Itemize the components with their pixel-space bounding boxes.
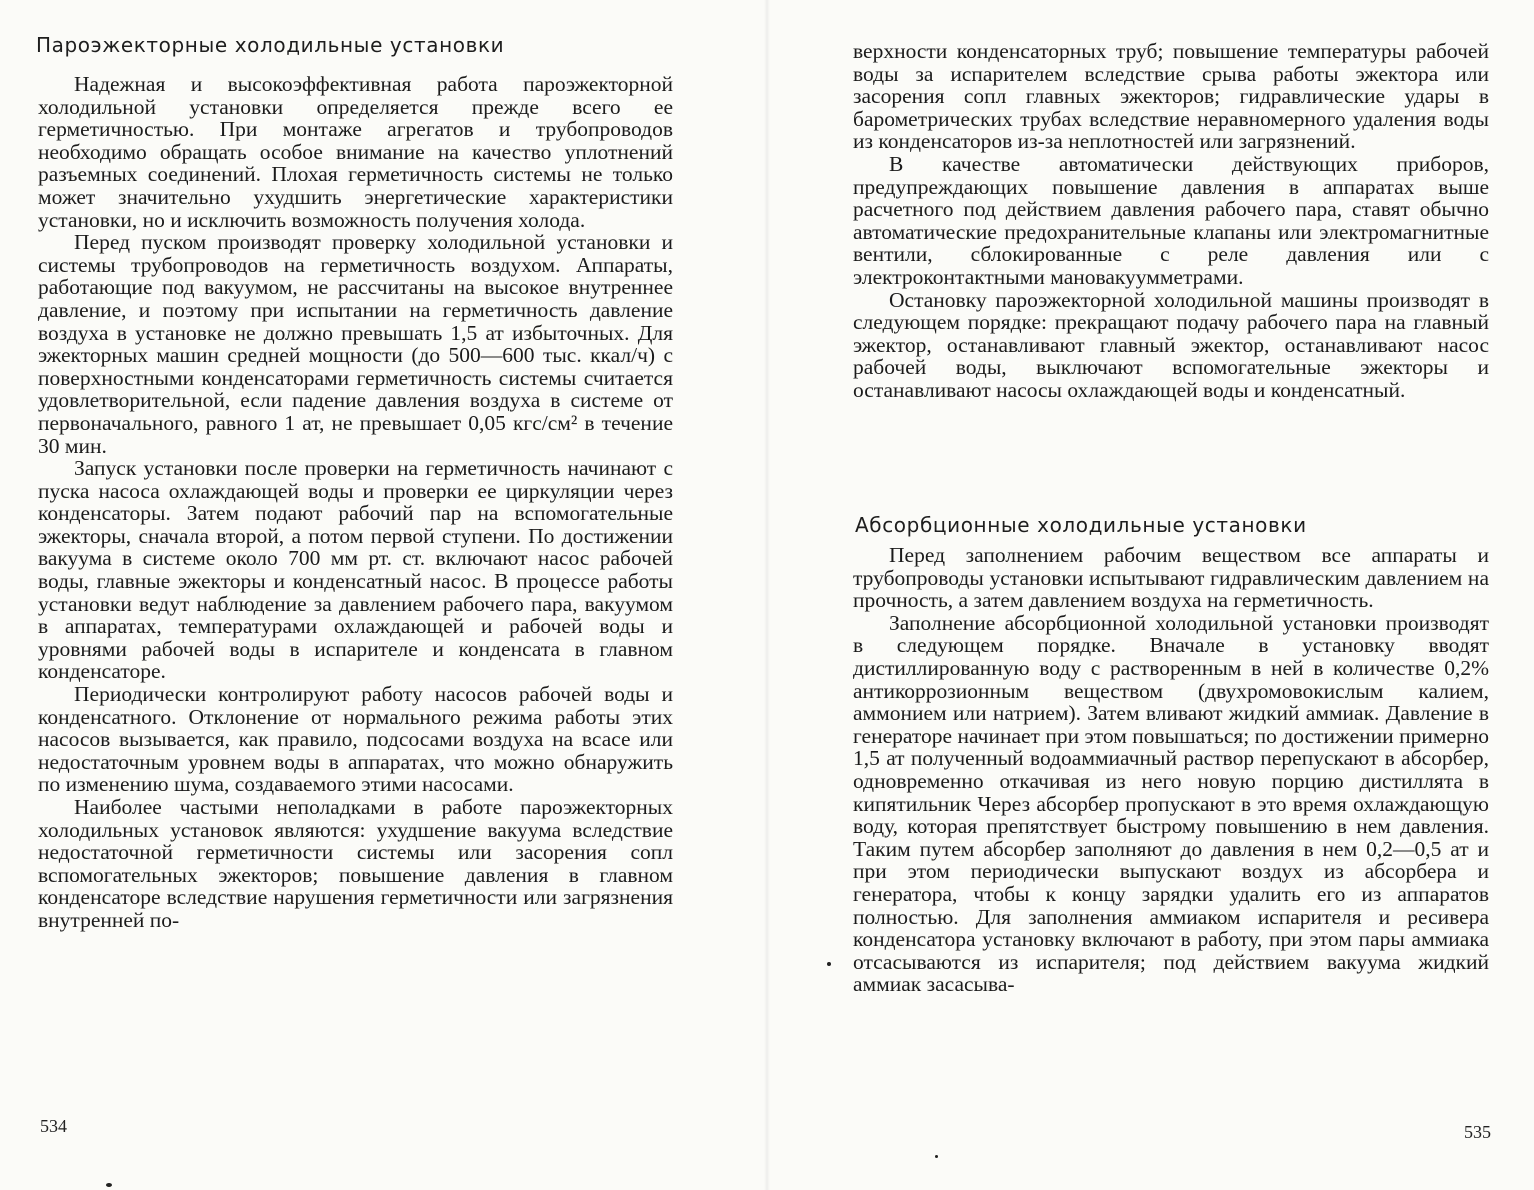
paragraph: Перед пуском производят проверку холодильной установки и системы трубопроводов на герметичность воздухом. Аппараты, работающие под вакуумом, не рассчитаны на высокое внутреннее давление, и поэтому при испытании на герметичность давление воздуха в установке не должно превышать 1,5 ат избыточных. Для эжекторных машин средней мощности (до 500—600 тыс. ккал/ч) с поверхностными конденсаторами герметичность системы считается удовлетворительной, если падение давления воздуха в системе от первоначального, равного 1 ат, не превышает 0,05 кгс/см² в течение 30 мин. (38, 230, 673, 458)
page-number: 535 (1464, 1122, 1491, 1142)
paragraph: В качестве автоматически действующих приборов, предупреждающих повышение давления в аппаратах выше расчетного под действием давления рабочего пара, ставят обычно автоматические предохранительные клапаны или электромагнитные вентили, сблокированные с реле давления или с электроконтактными мановакуумметрами. (853, 151, 1489, 289)
right-text-column-bottom (853, 544, 1489, 996)
section-heading-absorption: Абсорбционные холодильные установки (855, 513, 1307, 537)
print-speck (106, 1183, 112, 1187)
paragraph: Запуск установки после проверки на герметичность начинают с пуска насоса охлаждающей воды и проверки ее циркуляции через конденсаторы. Затем подают рабочий пар на вспомогательные эжекторы, сначала второй, а потом первой ступени. По достижении вакуума в системе около 700 мм рт. ст. включают насос рабочей воды, главные эжекторы и конденсатный насос. В процессе работы установки ведут наблюдение за давлением рабочего пара, вакуумом в аппаратах, температурами охлаждающей и рабочей воды и уровнями рабочей воды в испарителе и конденсата в главном конденсаторе. (38, 456, 673, 684)
paragraph: Надежная и высокоэффективная работа пароэжекторной холодильной установки определяется прежде всего ее герметичностью. При монтаже агрегатов и трубопроводов необходимо обращать особое внимание на качество уплотнений разъемных соединений. Плохая герметичность системы не только может значительно ухудшить энергетические характеристики установки, но и исключить возможность получения холода. (38, 72, 673, 232)
page-number: 534 (40, 1116, 67, 1136)
right-text-column-top (853, 40, 1489, 402)
paragraph: Остановку пароэжекторной холодильной машины производят в следующем порядке: прекращают подачу рабочего пара на главный эжектор, останавливают главный эжектор, останавливают насос рабочей воды, выключают вспомогательные эжекторы и останавливают насосы охлаждающей воды и конденсатный. (853, 287, 1489, 402)
paragraph: Периодически контролируют работу насосов рабочей воды и конденсатного. Отклонение от нормального режима работы этих насосов вызывается, как правило, подсосами воздуха на всасе или недостаточным уровнем воды в аппаратах, что можно обнаружить по изменению шума, создаваемого этими насосами. (38, 682, 673, 797)
right-page (767, 0, 1534, 1190)
paragraph: Заполнение абсорбционной холодильной установки производят в следующем порядке. Вначале в установку вводят дистиллированную воду с растворенным в ней в количестве 0,2% антикоррозионным веществом (двухромовокислым калием, аммонием или натрием). Затем вливают жидкий аммиак. Давление в генераторе начинает при этом повышаться; по достижении примерно 1,5 ат полученный водоаммиачный раствор перепускают в абсорбер, одновременно откачивая из него новую порцию дистиллята в кипятильник Через абсорбер пропускают в это время охлаждающую воду, которая препятствует быстрому повышению в нем давления. Таким путем абсорбер заполняют до давления в нем 0,2—0,5 ат и при этом периодически выпускают воздух из абсорбера и генератора, чтобы к концу зарядки удалить его из аппаратов полностью. Для заполнения аммиаком испарителя и ресивера конденсатора установку включают в работу, при этом пары аммиака отсасываются из испарителя; под действием вакуума жидкий аммиак засасыва- (853, 610, 1489, 997)
print-speck (935, 1155, 938, 1158)
section-heading-steam-ejector: Пароэжекторные холодильные установки (36, 33, 505, 57)
continuation-paragraph: верхности конденсаторных труб; повышение температуры рабочей воды за испарителем вследствие срыва работы эжектора или засорения сопл главных эжекторов; гидравлические удары в барометрических трубах вследствие неравномерного удаления воды из конденсаторов из-за неплотностей или загрязнений. (853, 39, 1489, 154)
print-speck (827, 962, 831, 966)
left-text-column (38, 73, 673, 932)
paragraph: Наиболее частыми неполадками в работе пароэжекторных холодильных установок являются: ухудшение вакуума вследствие недостаточной герметичности системы или засорения сопл вспомогательных эжекторов; повышение давления в главном конденсаторе вследствие нарушения герметичности или загрязнения внутренней по- (38, 795, 673, 932)
paragraph: Перед заполнением рабочим веществом все аппараты и трубопроводы установки испытывают гидравлическим давлением на прочность, а затем давлением воздуха на герметичность. (853, 543, 1489, 613)
